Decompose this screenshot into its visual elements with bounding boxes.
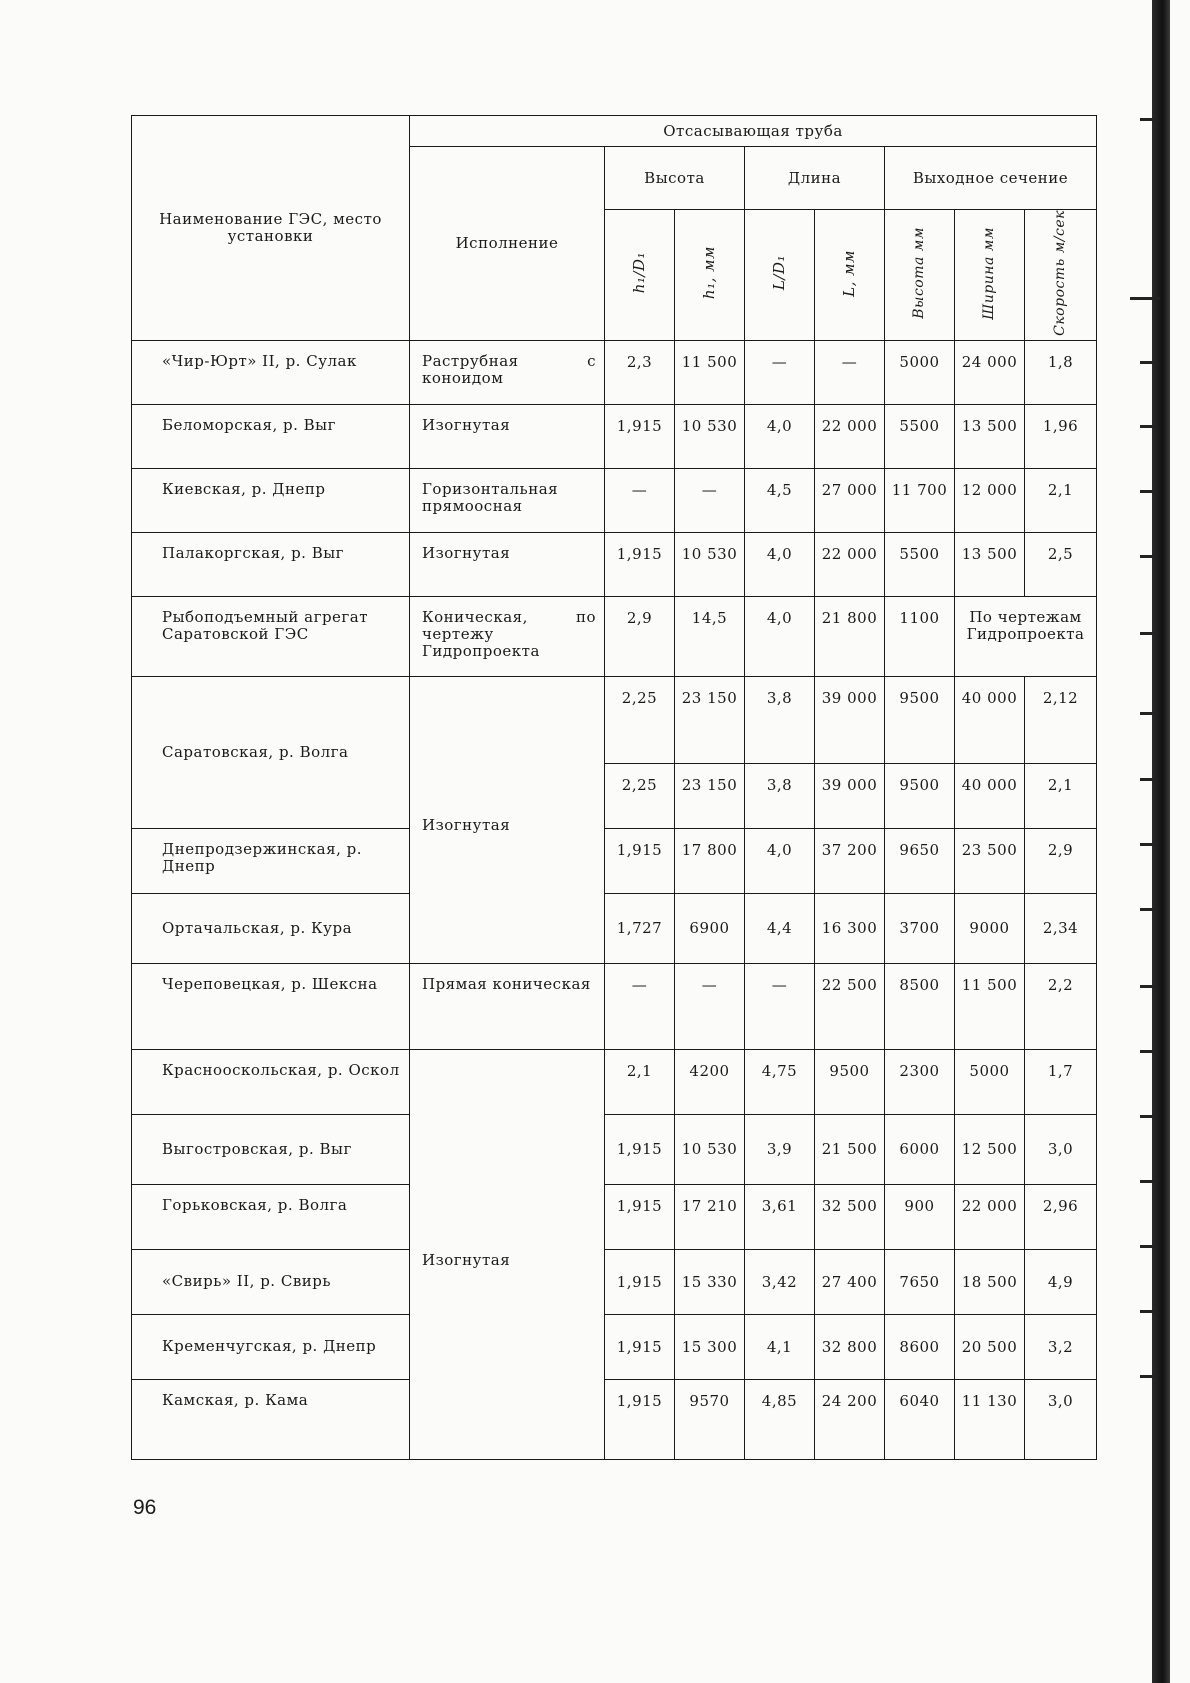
cell-speed: 2,12 xyxy=(1025,676,1097,763)
header-h-ratio: h₁/D₁ xyxy=(605,210,675,341)
cell-h-ratio: — xyxy=(605,468,675,532)
cell-l-ratio: 4,85 xyxy=(745,1379,815,1459)
cell-h-ratio: 1,727 xyxy=(605,893,675,963)
cell-height: 8600 xyxy=(885,1314,955,1379)
scan-edge-mark xyxy=(1140,1310,1156,1313)
plant-type: Изогнутая xyxy=(410,1049,605,1459)
header-h-mm: h₁, мм xyxy=(675,210,745,341)
plant-type: Горизонтальная прямоосная xyxy=(410,468,605,532)
cell-height: 5500 xyxy=(885,404,955,468)
table-row xyxy=(132,828,1097,893)
scan-edge-mark xyxy=(1140,555,1156,558)
cell-width: 12 000 xyxy=(955,468,1025,532)
cell-h-mm: 14,5 xyxy=(675,596,745,676)
header-l-mm: L, мм xyxy=(815,210,885,341)
table-row xyxy=(132,404,1097,468)
cell-h-mm: — xyxy=(675,963,745,1049)
cell-l-ratio: 3,61 xyxy=(745,1184,815,1249)
plant-type: Изогнутая xyxy=(410,532,605,596)
scan-edge-mark xyxy=(1140,1245,1156,1248)
scan-edge-mark xyxy=(1140,843,1156,846)
table-row xyxy=(132,596,1097,676)
cell-width: 13 500 xyxy=(955,532,1025,596)
cell-height: 3700 xyxy=(885,893,955,963)
cell-h-ratio: 1,915 xyxy=(605,828,675,893)
cell-l-ratio: 3,42 xyxy=(745,1249,815,1314)
scan-edge-mark xyxy=(1140,712,1156,715)
header-l-ratio: L/D₁ xyxy=(745,210,815,341)
page-number: 96 xyxy=(133,1496,157,1519)
cell-h-mm: 15 330 xyxy=(675,1249,745,1314)
cell-height: 900 xyxy=(885,1184,955,1249)
cell-l-ratio: — xyxy=(745,340,815,404)
table-row xyxy=(132,1249,1097,1314)
cell-height: 9650 xyxy=(885,828,955,893)
plant-name: Кременчугская, р. Днепр xyxy=(132,1314,410,1379)
plant-type: Изогнутая xyxy=(410,676,605,963)
cell-h-ratio: 2,25 xyxy=(605,763,675,828)
cell-width: 11 500 xyxy=(955,963,1025,1049)
cell-l-ratio: 4,0 xyxy=(745,596,815,676)
cell-l-ratio: 4,75 xyxy=(745,1049,815,1114)
cell-height: 9500 xyxy=(885,676,955,763)
plant-type: Коническая, по чертежу Гидропроекта xyxy=(410,596,605,676)
cell-width: 40 000 xyxy=(955,676,1025,763)
table-row xyxy=(132,1114,1097,1184)
cell-h-ratio: 2,25 xyxy=(605,676,675,763)
cell-l-mm: 16 300 xyxy=(815,893,885,963)
header-type: Исполнение xyxy=(410,147,605,341)
plant-name: Ортачальская, р. Кура xyxy=(132,893,410,963)
cell-height: 1100 xyxy=(885,596,955,676)
cell-h-mm: 10 530 xyxy=(675,1114,745,1184)
header-outlet-group: Выходное сечение xyxy=(885,147,1097,210)
cell-width: 11 130 xyxy=(955,1379,1025,1459)
cell-h-ratio: 1,915 xyxy=(605,1184,675,1249)
cell-l-ratio: 4,0 xyxy=(745,404,815,468)
cell-h-mm: 11 500 xyxy=(675,340,745,404)
cell-height: 2300 xyxy=(885,1049,955,1114)
hydro-plant-table xyxy=(131,115,1097,1460)
cell-width: 12 500 xyxy=(955,1114,1025,1184)
cell-h-ratio: 1,915 xyxy=(605,1249,675,1314)
cell-l-ratio: 4,1 xyxy=(745,1314,815,1379)
plant-name: Рыбоподъемный агрегат Саратовской ГЭС xyxy=(132,596,410,676)
cell-h-ratio: 1,915 xyxy=(605,1314,675,1379)
cell-speed: 3,0 xyxy=(1025,1379,1097,1459)
scan-edge-mark xyxy=(1140,908,1156,911)
cell-height: 5500 xyxy=(885,532,955,596)
cell-speed: 1,8 xyxy=(1025,340,1097,404)
table-row xyxy=(132,893,1097,963)
table-row xyxy=(132,1049,1097,1114)
cell-width: 9000 xyxy=(955,893,1025,963)
plant-name: Выгостровская, р. Выг xyxy=(132,1114,410,1184)
plant-name: Саратовская, р. Волга xyxy=(132,676,410,828)
table-row xyxy=(132,676,1097,763)
plant-type: Прямая коническая xyxy=(410,963,605,1049)
scan-edge-mark xyxy=(1140,118,1156,121)
cell-h-ratio: 1,915 xyxy=(605,532,675,596)
cell-h-mm: 10 530 xyxy=(675,404,745,468)
cell-h-mm: 10 530 xyxy=(675,532,745,596)
scan-edge-mark xyxy=(1130,297,1160,300)
cell-width: 13 500 xyxy=(955,404,1025,468)
cell-h-mm: 15 300 xyxy=(675,1314,745,1379)
table-row xyxy=(132,1379,1097,1459)
cell-speed: 2,2 xyxy=(1025,963,1097,1049)
cell-width: 23 500 xyxy=(955,828,1025,893)
plant-name: «Свирь» II, р. Свирь xyxy=(132,1249,410,1314)
cell-width: 20 500 xyxy=(955,1314,1025,1379)
cell-h-mm: 6900 xyxy=(675,893,745,963)
plant-name: Палакоргская, р. Выг xyxy=(132,532,410,596)
cell-width: 22 000 xyxy=(955,1184,1025,1249)
cell-h-mm: 17 800 xyxy=(675,828,745,893)
cell-l-mm: 37 200 xyxy=(815,828,885,893)
cell-h-ratio: 2,1 xyxy=(605,1049,675,1114)
cell-width: 24 000 xyxy=(955,340,1025,404)
table-row xyxy=(132,1314,1097,1379)
cell-speed: 3,2 xyxy=(1025,1314,1097,1379)
cell-l-mm: 39 000 xyxy=(815,763,885,828)
cell-height: 6000 xyxy=(885,1114,955,1184)
scan-edge-mark xyxy=(1140,425,1156,428)
cell-l-mm: 22 500 xyxy=(815,963,885,1049)
cell-width: 18 500 xyxy=(955,1249,1025,1314)
cell-h-ratio: 2,3 xyxy=(605,340,675,404)
scan-edge-mark xyxy=(1140,1050,1156,1053)
cell-l-mm: 21 800 xyxy=(815,596,885,676)
table-row xyxy=(132,340,1097,404)
cell-l-ratio: — xyxy=(745,963,815,1049)
header-outlet-speed: Скорость м/сек xyxy=(1025,210,1097,341)
cell-height: 11 700 xyxy=(885,468,955,532)
plant-name: Краснооскольская, р. Оскол xyxy=(132,1049,410,1114)
cell-width: 40 000 xyxy=(955,763,1025,828)
cell-l-mm: 27 400 xyxy=(815,1249,885,1314)
cell-l-mm: 27 000 xyxy=(815,468,885,532)
cell-h-mm: — xyxy=(675,468,745,532)
cell-h-ratio: 1,915 xyxy=(605,1114,675,1184)
table-row xyxy=(132,1184,1097,1249)
cell-speed: 2,96 xyxy=(1025,1184,1097,1249)
scan-edge-mark xyxy=(1140,1180,1156,1183)
plant-name: Днепродзержинская, р. Днепр xyxy=(132,828,410,893)
plant-name: Беломорская, р. Выг xyxy=(132,404,410,468)
header-outlet-width: Ширина мм xyxy=(955,210,1025,341)
header-outlet-height: Высота мм xyxy=(885,210,955,341)
scan-edge-mark xyxy=(1140,632,1156,635)
cell-l-mm: 21 500 xyxy=(815,1114,885,1184)
cell-l-ratio: 3,9 xyxy=(745,1114,815,1184)
cell-height: 5000 xyxy=(885,340,955,404)
scan-edge-mark xyxy=(1140,1115,1156,1118)
scan-edge-mark xyxy=(1140,778,1156,781)
cell-speed: 2,1 xyxy=(1025,468,1097,532)
scan-edge-mark xyxy=(1140,1375,1156,1378)
cell-h-ratio: 1,915 xyxy=(605,1379,675,1459)
plant-type: Изогнутая xyxy=(410,404,605,468)
plant-name: «Чир-Юрт» II, р. Сулак xyxy=(132,340,410,404)
cell-l-mm: — xyxy=(815,340,885,404)
cell-width-speed: По чертежам Гидропроекта xyxy=(955,596,1097,676)
plant-type: Раструбная с коноидом xyxy=(410,340,605,404)
table-row xyxy=(132,468,1097,532)
cell-height: 6040 xyxy=(885,1379,955,1459)
header-height-group: Высота xyxy=(605,147,745,210)
cell-l-ratio: 4,0 xyxy=(745,532,815,596)
table-row xyxy=(132,963,1097,1049)
header-group: Отсасывающая труба xyxy=(410,116,1097,147)
cell-h-ratio: — xyxy=(605,963,675,1049)
cell-speed: 2,1 xyxy=(1025,763,1097,828)
cell-width: 5000 xyxy=(955,1049,1025,1114)
cell-h-mm: 17 210 xyxy=(675,1184,745,1249)
cell-speed: 1,7 xyxy=(1025,1049,1097,1114)
cell-l-ratio: 3,8 xyxy=(745,676,815,763)
cell-l-mm: 32 500 xyxy=(815,1184,885,1249)
cell-speed: 2,34 xyxy=(1025,893,1097,963)
cell-l-mm: 9500 xyxy=(815,1049,885,1114)
cell-height: 7650 xyxy=(885,1249,955,1314)
cell-h-mm: 9570 xyxy=(675,1379,745,1459)
cell-l-mm: 22 000 xyxy=(815,532,885,596)
cell-speed: 3,0 xyxy=(1025,1114,1097,1184)
cell-speed: 4,9 xyxy=(1025,1249,1097,1314)
cell-l-mm: 32 800 xyxy=(815,1314,885,1379)
header-name: Наименование ГЭС, место установки xyxy=(132,116,410,341)
cell-h-mm: 4200 xyxy=(675,1049,745,1114)
scan-edge-mark xyxy=(1140,361,1156,364)
plant-name: Горьковская, р. Волга xyxy=(132,1184,410,1249)
table-row xyxy=(132,532,1097,596)
cell-l-mm: 24 200 xyxy=(815,1379,885,1459)
plant-name: Камская, р. Кама xyxy=(132,1379,410,1459)
scan-edge-mark xyxy=(1140,490,1156,493)
plant-name: Череповецкая, р. Шексна xyxy=(132,963,410,1049)
cell-speed: 1,96 xyxy=(1025,404,1097,468)
cell-l-mm: 22 000 xyxy=(815,404,885,468)
scan-edge-shadow xyxy=(1152,0,1170,1683)
cell-l-ratio: 3,8 xyxy=(745,763,815,828)
cell-speed: 2,5 xyxy=(1025,532,1097,596)
cell-speed: 2,9 xyxy=(1025,828,1097,893)
cell-h-mm: 23 150 xyxy=(675,763,745,828)
cell-l-ratio: 4,0 xyxy=(745,828,815,893)
header-length-group: Длина xyxy=(745,147,885,210)
cell-l-ratio: 4,4 xyxy=(745,893,815,963)
cell-h-mm: 23 150 xyxy=(675,676,745,763)
cell-height: 8500 xyxy=(885,963,955,1049)
cell-l-ratio: 4,5 xyxy=(745,468,815,532)
cell-l-mm: 39 000 xyxy=(815,676,885,763)
cell-height: 9500 xyxy=(885,763,955,828)
scan-edge-mark xyxy=(1140,985,1156,988)
cell-h-ratio: 1,915 xyxy=(605,404,675,468)
plant-name: Киевская, р. Днепр xyxy=(132,468,410,532)
cell-h-ratio: 2,9 xyxy=(605,596,675,676)
